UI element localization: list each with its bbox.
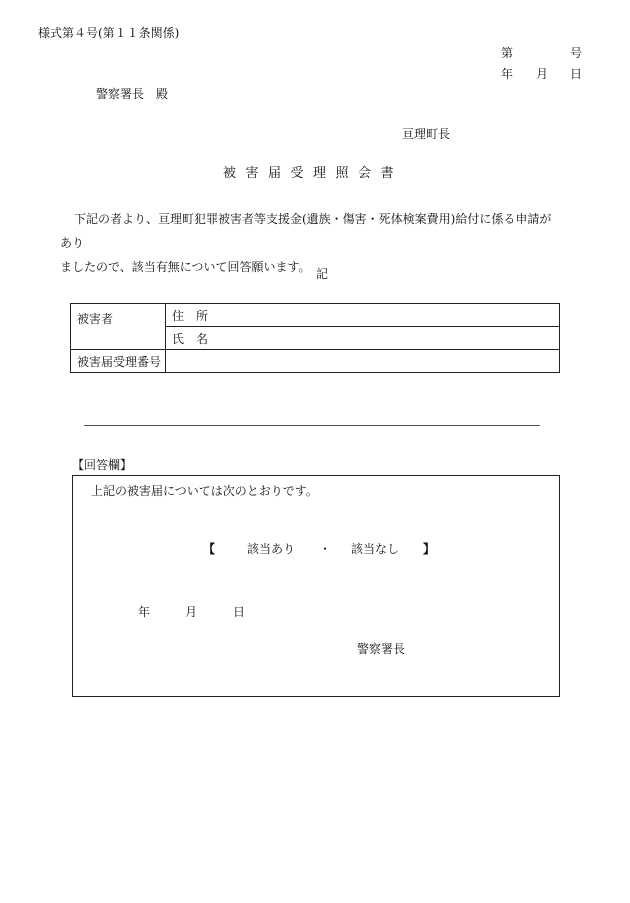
option-separator: ・ bbox=[319, 542, 332, 556]
issue-year: 年 bbox=[501, 67, 514, 81]
issue-day: 日 bbox=[570, 67, 583, 81]
answer-month: 月 bbox=[185, 605, 198, 619]
victim-label: 被害者 bbox=[71, 304, 166, 350]
name-cell bbox=[166, 327, 560, 350]
option-not-applicable[interactable]: 該当なし bbox=[351, 542, 400, 556]
cut-line bbox=[84, 425, 540, 426]
address-label: 住所 bbox=[172, 308, 221, 323]
form-number: 様式第４号(第１１条関係) bbox=[38, 26, 180, 40]
option-applicable[interactable]: 該当あり bbox=[247, 542, 296, 556]
answer-box bbox=[72, 475, 560, 697]
number-prefix: 第 bbox=[501, 46, 514, 60]
request-text-line-1: 下記の者より、亘理町犯罪被害者等支援金(遺族・傷害・死体検案費用)給付に係る申請があり bbox=[60, 212, 552, 250]
victim-info-table bbox=[70, 303, 560, 373]
addressee: 警察署長 殿 bbox=[96, 87, 169, 101]
answer-intro: 上記の被害届については次のとおりです。 bbox=[91, 484, 318, 498]
report-number-label: 被害届受理番号 bbox=[71, 350, 166, 373]
address-cell bbox=[166, 304, 560, 327]
issue-month: 月 bbox=[536, 67, 549, 81]
report-number-value bbox=[166, 350, 560, 373]
answer-year: 年 bbox=[138, 605, 151, 619]
answer-heading: 【回答欄】 bbox=[72, 458, 133, 472]
sender: 亘理町長 bbox=[402, 127, 451, 141]
request-text bbox=[60, 207, 560, 279]
answer-day: 日 bbox=[233, 605, 246, 619]
document-title: 被害届受理照会書 bbox=[223, 166, 404, 181]
bracket-close: 】 bbox=[423, 542, 436, 556]
ki-marker: 記 bbox=[316, 267, 329, 281]
name-label: 氏名 bbox=[172, 331, 221, 346]
bracket-open: 【 bbox=[203, 542, 216, 556]
number-suffix: 号 bbox=[570, 46, 583, 60]
police-chief-signature: 警察署長 bbox=[357, 642, 406, 656]
request-text-line-2: ましたので、該当有無について回答願います。 bbox=[60, 260, 311, 274]
